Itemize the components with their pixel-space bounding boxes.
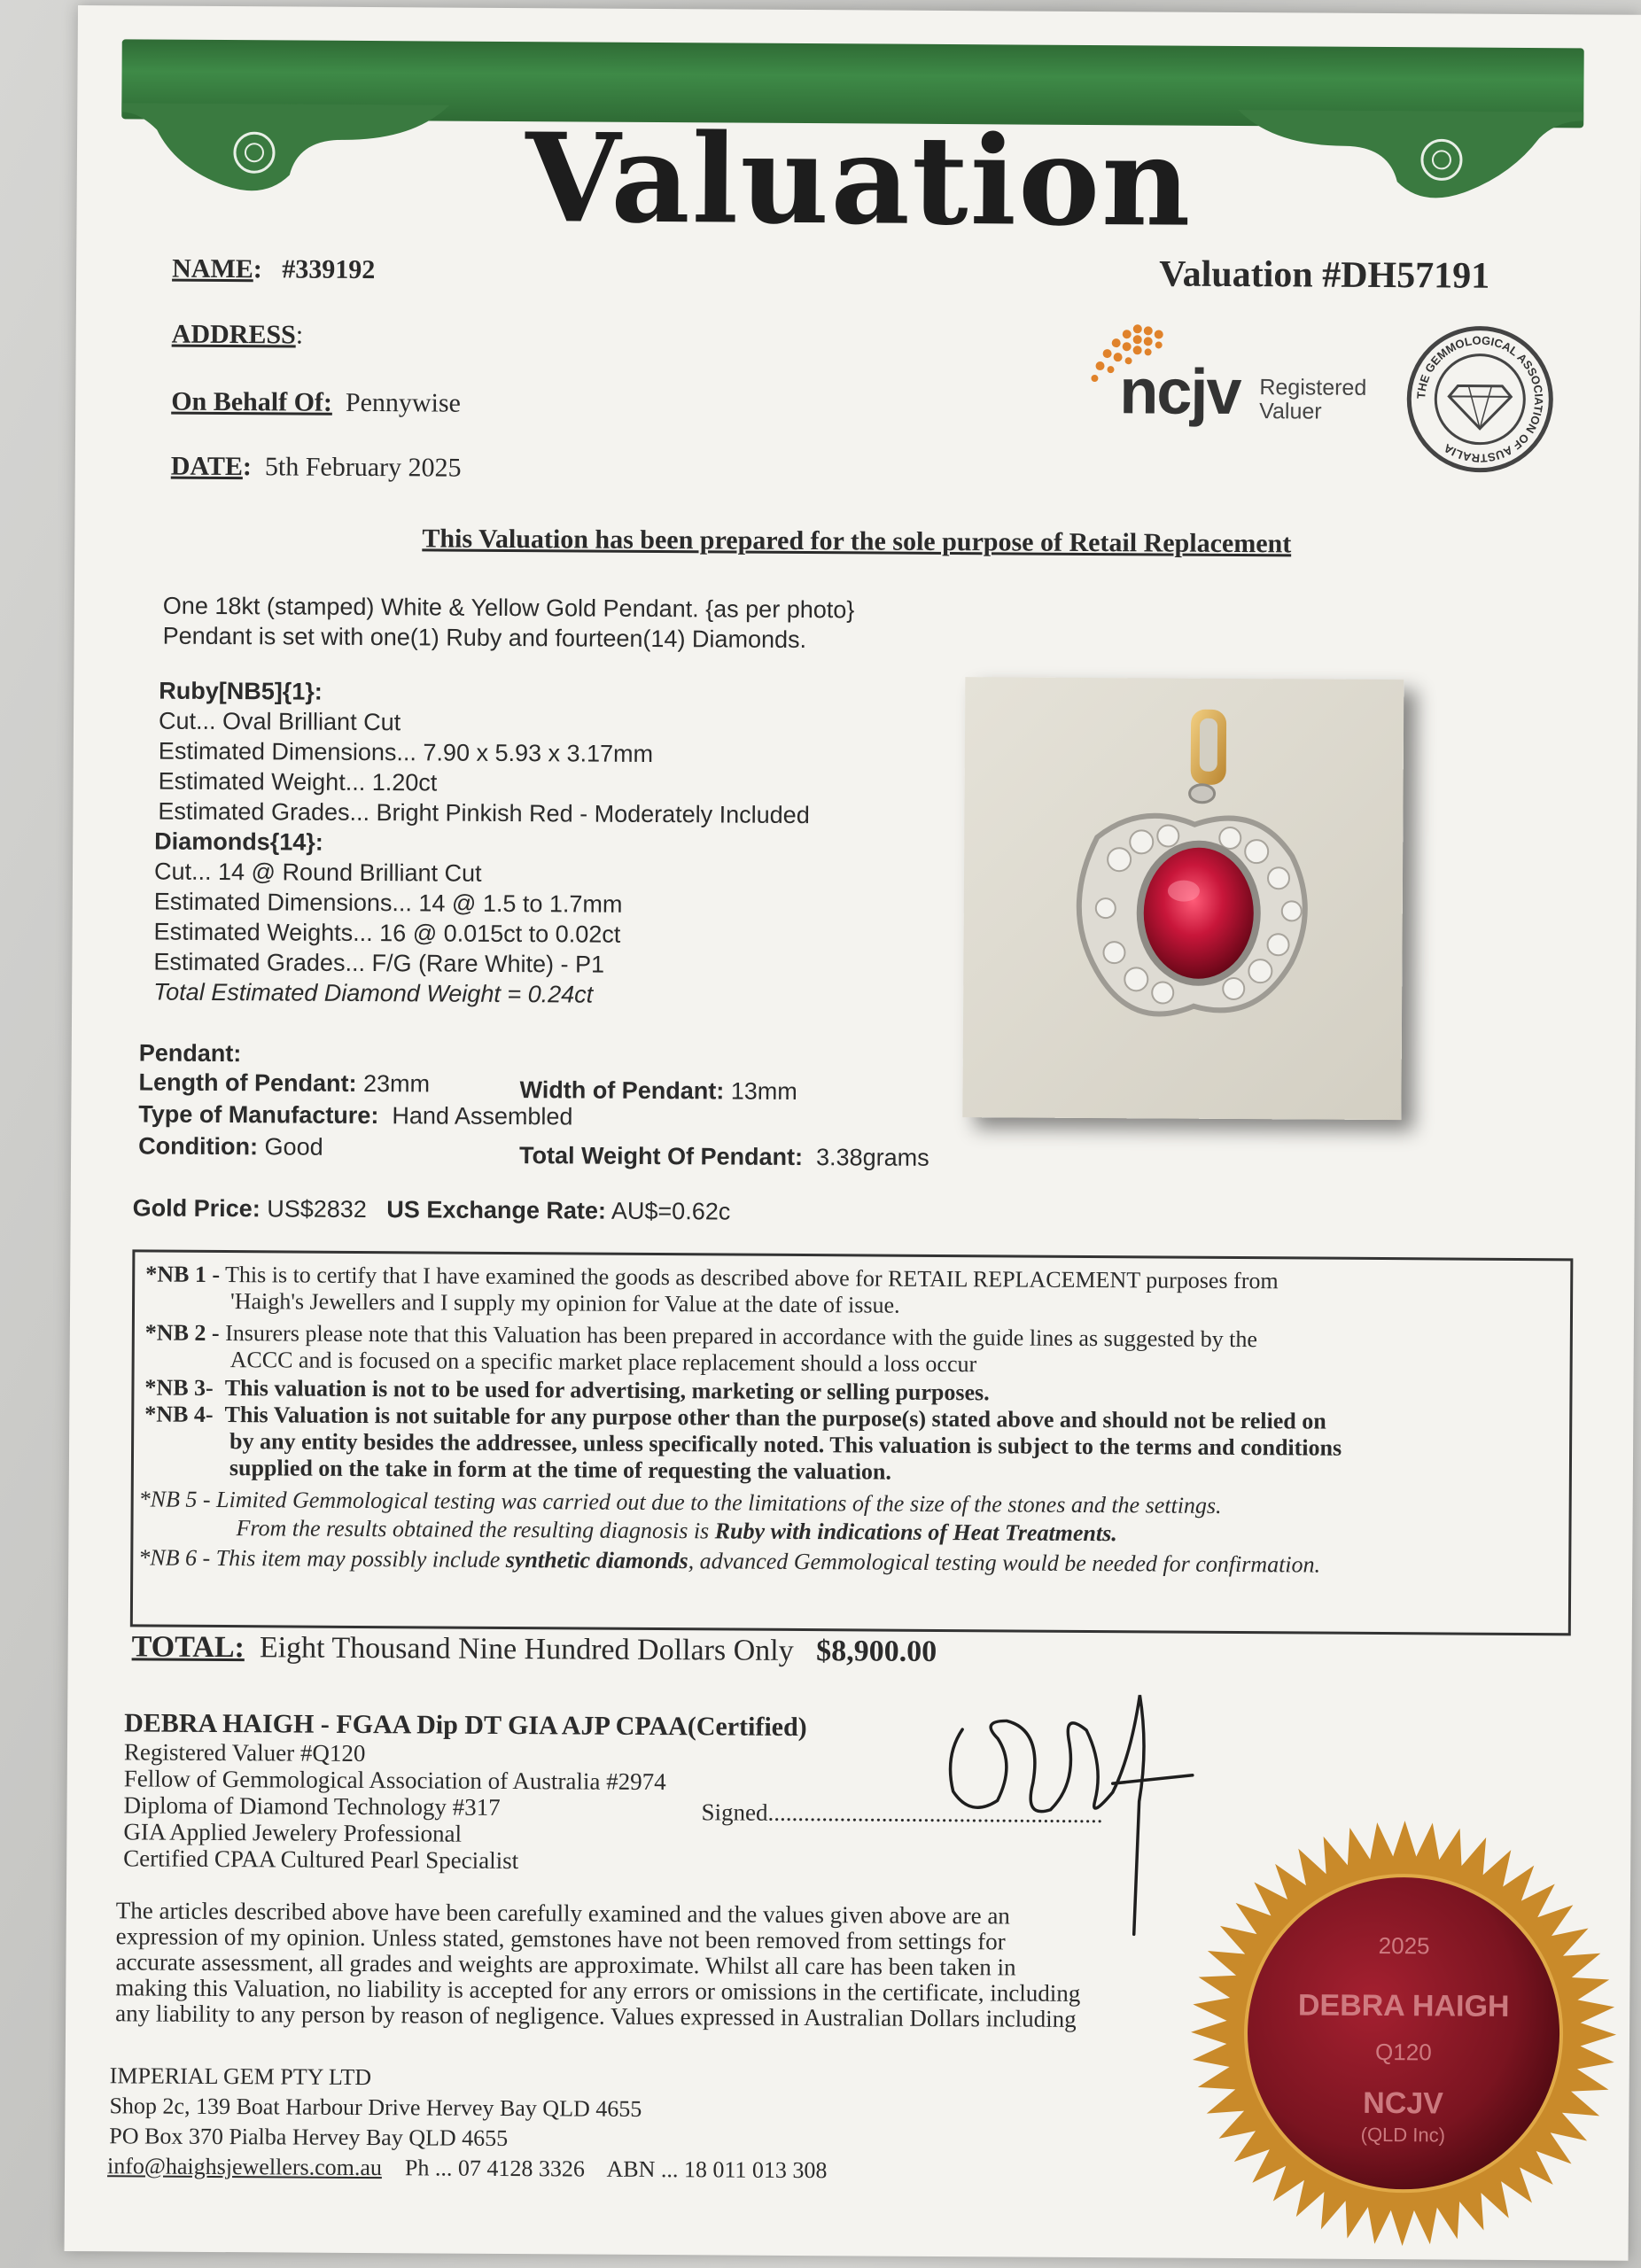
name-row: NAME: #339192: [172, 253, 376, 285]
total-label: TOTAL:: [131, 1630, 245, 1665]
nb1-cont: 'Haigh's Jewellers and I supply my opinion for Value at the date of issue.: [229, 1288, 900, 1318]
nb5: *NB 5 - Limited Gemmological testing was carried out due to the limitations of the size of the stones and the settings.: [138, 1486, 1222, 1518]
name-value: #339192: [282, 254, 376, 285]
ncjv-wordmark: ncjv: [1119, 356, 1240, 429]
pendant-photo: [962, 677, 1404, 1120]
total-amount: $8,900.00: [816, 1635, 937, 1668]
ruby-heading: Ruby[NB5]{1}:: [159, 677, 323, 705]
nb4-cont: by any entity besides the addressee, unless specifically noted. This valuation is subject to the terms and conditions: [229, 1428, 1342, 1461]
footer-contact: [107, 2153, 828, 2184]
behalf-label: On Behalf Of:: [171, 386, 333, 417]
svg-text:DEBRA HAIGH: DEBRA HAIGH: [1297, 1988, 1510, 2023]
footer-address: IMPERIAL GEM PTY LTD Shop 2c, 139 Boat Harbour Drive Hervey Bay QLD 4655 PO Box 370 Pialba Hervey Bay QLD 4655: [109, 2062, 642, 2152]
nb6: *NB 6 - This item may possibly include synthetic diamonds, advanced Gemmological testing would be needed for confirmation.: [138, 1544, 1321, 1578]
ncjv-wax-seal: [1181, 1811, 1627, 2256]
item-description: [163, 591, 855, 656]
nb4: *NB 4- This Valuation is not suitable for any purpose other than the purpose(s) stated above and should not be relied on: [144, 1401, 1326, 1434]
gold-price-row: Gold Price: US$2832 US Exchange Rate: AU$=0.62c: [132, 1194, 731, 1225]
valuation-certificate: [65, 5, 1641, 2261]
nb3: *NB 3- This valuation is not to be used for advertising, marketing or selling purposes.: [144, 1374, 990, 1406]
pendant-section: [139, 1037, 242, 1069]
nb5-cont: From the results obtained the resulting diagnosis is Ruby with indications of Heat Treatments.: [236, 1515, 1117, 1547]
notes-box: [130, 1249, 1574, 1635]
ncjv-subtitle: Registered Valuer: [1259, 375, 1367, 424]
ruby-line: Estimated Grades... Bright Pinkish Red - Moderately Included: [158, 797, 810, 829]
signed-line: Signed........................................................: [701, 1798, 1103, 1829]
nb4-cont2: supplied on the take in form at the time of requesting the valuation.: [229, 1455, 892, 1485]
diamond-line: Estimated Dimensions... 14 @ 1.5 to 1.7mm: [153, 888, 623, 918]
pendant-weight-row: Total Weight Of Pendant: 3.38grams: [518, 1142, 929, 1171]
date-value: 5th February 2025: [264, 452, 462, 483]
svg-text:NCJV: NCJV: [1363, 2085, 1444, 2121]
ruby-line: Estimated Dimensions... 7.90 x 5.93 x 3.17mm: [158, 737, 654, 767]
pendant-manufacture-row: Type of Manufacture: Hand Assembled: [138, 1100, 573, 1130]
email-link[interactable]: info@haighsjewellers.com.au: [107, 2153, 383, 2181]
total-row: [132, 1630, 937, 1669]
ruby-section: [158, 676, 810, 830]
svg-text:(QLD Inc): (QLD Inc): [1360, 2123, 1446, 2147]
behalf-value: Pennywise: [345, 387, 462, 418]
diamond-line: Cut... 14 @ Round Brilliant Cut: [153, 858, 482, 887]
purpose-heading: This Valuation has been prepared for the sole purpose of Retail Replacement: [422, 524, 1292, 559]
nb2-cont: ACCC and is focused on a specific market place replacement should a loss occur: [229, 1347, 977, 1378]
date-row: DATE: 5th February 2025: [170, 451, 462, 483]
document-title: Valuation: [525, 105, 1194, 254]
diamonds-section: [153, 827, 623, 1010]
diamond-line: Estimated Weights... 16 @ 0.015ct to 0.02ct: [153, 918, 621, 948]
diamond-total-weight: Total Estimated Diamond Weight = 0.24ct: [153, 978, 594, 1008]
nb1: *NB 1 - This is to certify that I have examined the goods as described above for RETAIL REPLACEMENT purposes from: [145, 1261, 1279, 1294]
pendant-heading: Pendant:: [138, 1039, 242, 1068]
nb2: *NB 2 - Insurers please note that this Valuation has been prepared in accordance with the guide lines as suggested by the: [144, 1319, 1258, 1353]
svg-text:2025: 2025: [1378, 1932, 1430, 1960]
diamonds-heading: Diamonds{14}:: [154, 827, 323, 856]
address-label: ADDRESS: [171, 319, 296, 350]
ruby-line: Estimated Weight... 1.20ct: [158, 767, 438, 796]
valuer-credentials: Registered Valuer #Q120 Fellow of Gemmological Association of Australia #2974 Diploma of Diamond Technology #317 GIA Applied Jewelery Professional Certified CPAA Cultured Pearl Specialist: [123, 1738, 666, 1875]
behalf-row: [171, 387, 461, 419]
ruby-pendant-image: [962, 677, 1404, 1120]
valuer-name: DEBRA HAIGH - FGAA Dip DT GIA AJP CPAA(Certified): [124, 1708, 807, 1743]
address-row: ADDRESS:: [171, 319, 304, 350]
diamond-line: Estimated Grades... F/G (Rare White) - P1: [153, 948, 605, 978]
name-label: NAME: [172, 253, 253, 284]
svg-text:THE GEMMOLOGICAL ASSOCIATION O: THE GEMMOLOGICAL ASSOCIATION OF AUSTRALIA: [1414, 333, 1546, 465]
pendant-condition-row: Condition: Good: [138, 1132, 323, 1161]
total-words: Eight Thousand Nine Hundred Dollars Only: [259, 1631, 794, 1667]
disclaimer: The articles described above have been carefully examined and the values given above are an expression of my opinion. Unless stated, gemstones have not been removed from settings for accurate assessment, all grades and weights are approximate. Whilst all care has been taken in making this Valuation, no liability is accepted for any errors or omissions in the certificate, including any liability to any person by reason of negligence. Values expressed in Australian Dollars including: [115, 1897, 1081, 2032]
company-name: IMPERIAL GEM PTY LTD: [109, 2062, 372, 2091]
phone: Ph ... 07 4128 3326: [404, 2155, 586, 2182]
ncjv-logo: [1084, 320, 1367, 437]
svg-text:Q120: Q120: [1375, 2038, 1432, 2066]
pendant-length-row: Length of Pendant: 23mm: [138, 1068, 431, 1098]
intro-line: Pendant is set with one(1) Ruby and fourteen(14) Diamonds.: [162, 622, 807, 654]
date-label: DATE: [170, 451, 244, 482]
pendant-width-row: Width of Pendant: 13mm: [519, 1076, 797, 1105]
abn: ABN ... 18 011 013 308: [606, 2155, 828, 2184]
gemmological-association-seal: [1404, 323, 1556, 475]
ruby-line: Cut... Oval Brilliant Cut: [158, 707, 401, 736]
intro-line: One 18kt (stamped) White & Yellow Gold Pendant. {as per photo}: [162, 592, 855, 624]
valuation-number: Valuation #DH57191: [1159, 253, 1490, 297]
